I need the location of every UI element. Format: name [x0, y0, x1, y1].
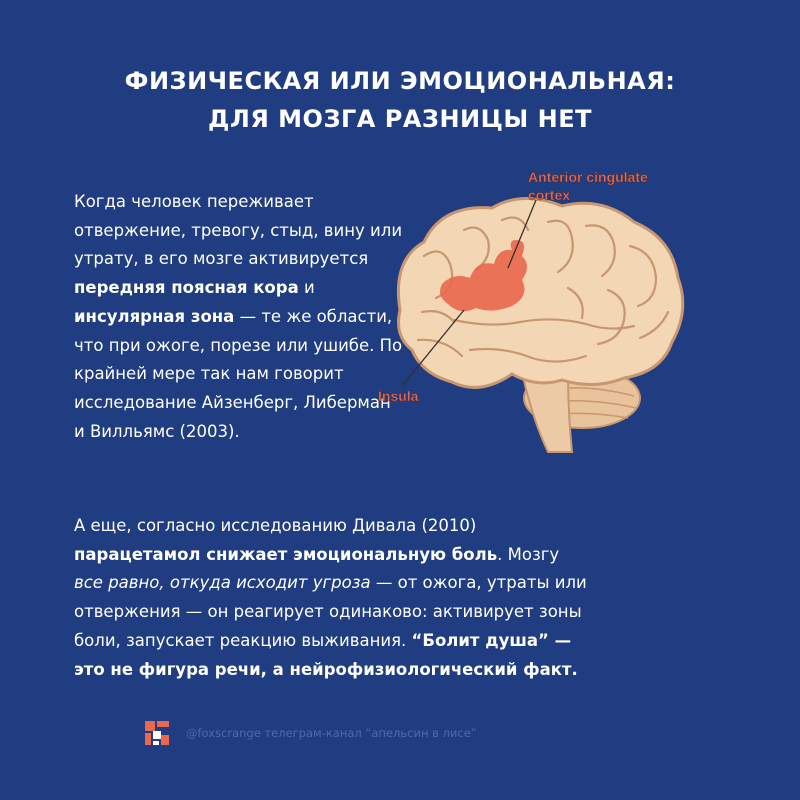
fox-orange-logo-icon: [142, 718, 172, 748]
soul-hurts-bold: “Болит душа” —: [411, 630, 572, 650]
followup-line-1: А еще, согласно исследованию Дивала (2010): [74, 516, 477, 535]
intro-bold-insula: инсулярная зона: [74, 306, 235, 326]
followup-paragraph: [74, 512, 694, 684]
followup-line-2: [74, 541, 694, 570]
channel-handle: @foxscrange телеграм-канал “апельсин в лисе”: [186, 726, 477, 740]
followup-line-5: [74, 627, 694, 656]
followup-line-6: [74, 656, 694, 685]
page-title: [0, 62, 800, 138]
intro-bold-acc: передняя поясная кора: [74, 278, 299, 298]
followup-line-4: отвержения — он реагирует одинаково: активирует зоны: [74, 602, 582, 622]
intro-paragraph: [74, 188, 404, 446]
paracetamol-bold: парацетамол снижает эмоциональную боль: [74, 544, 498, 564]
intro-text-3: — те же области, что при ожоге, порезе или ушибе. По крайней мере так нам говорит исследование Айзенберг, Либерман и Вилльямс (2003).: [74, 306, 403, 441]
acc-label-line-2: cortex: [528, 187, 571, 203]
brain-illustration: [372, 160, 712, 460]
followup-line-3: [74, 569, 694, 598]
threat-italic: все равно, откуда исходит угроза: [74, 573, 371, 593]
footer: [142, 718, 477, 748]
intro-text-1: Когда человек переживает отвержение, тревогу, стыд, вину или утрату, в его мозге активируется: [74, 192, 403, 269]
title-line-2: ДЛЯ МОЗГА РАЗНИЦЫ НЕТ: [208, 105, 592, 133]
followup-line-2-rest: . Мозгу: [497, 544, 560, 564]
fact-bold: это не фигура речи, а нейрофизиологический факт.: [74, 659, 578, 679]
title-line-1: ФИЗИЧЕСКАЯ ИЛИ ЭМОЦИОНАЛЬНАЯ:: [124, 67, 676, 95]
followup-line-3-rest: — от ожога, утраты или: [370, 573, 587, 593]
followup-line-5-text: боли, запускает реакцию выживания.: [74, 630, 412, 650]
acc-label-line-1: Anterior cingulate: [528, 169, 648, 185]
insula-label: Insula: [378, 388, 419, 404]
intro-text-2: и: [298, 278, 315, 298]
